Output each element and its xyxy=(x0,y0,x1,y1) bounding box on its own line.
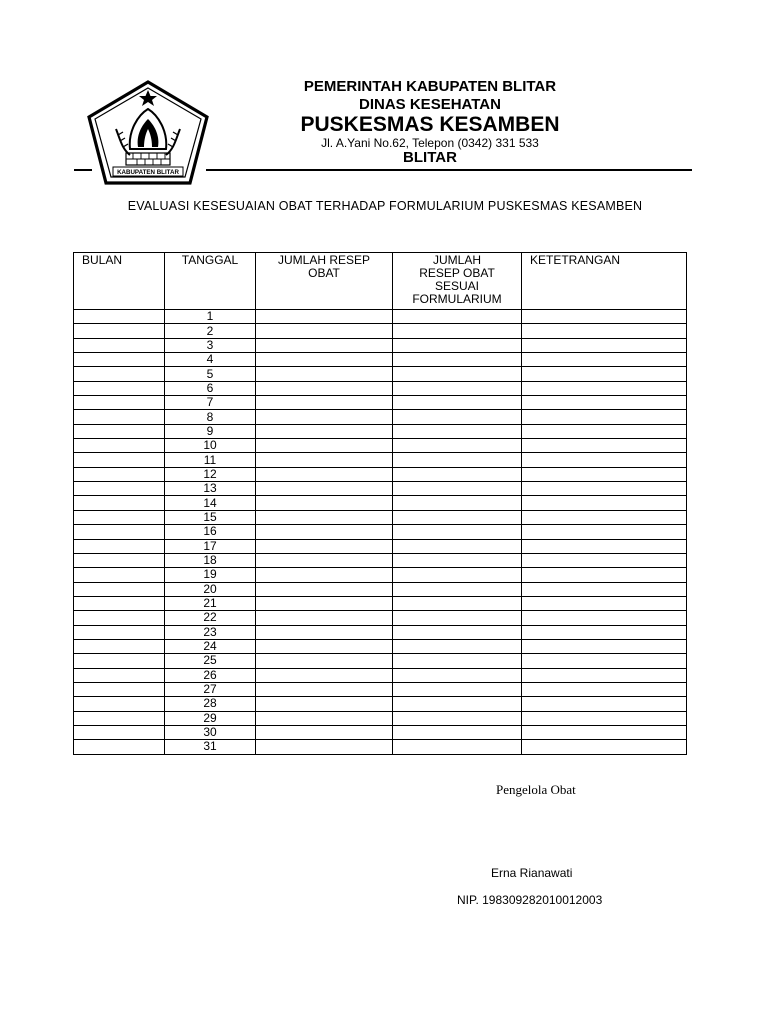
empty-cell xyxy=(74,568,165,582)
empty-cell xyxy=(522,324,687,338)
date-cell: 7 xyxy=(165,396,256,410)
header-jumlah-resep: JUMLAH RESEP OBAT xyxy=(256,253,393,310)
date-cell: 15 xyxy=(165,510,256,524)
empty-cell xyxy=(256,396,393,410)
empty-cell xyxy=(256,725,393,739)
empty-cell xyxy=(522,639,687,653)
empty-cell xyxy=(256,639,393,653)
date-cell: 28 xyxy=(165,697,256,711)
empty-cell xyxy=(393,496,522,510)
empty-cell xyxy=(522,539,687,553)
header-jumlah-sesuai: JUMLAH RESEP OBAT SESUAI FORMULARIUM xyxy=(393,253,522,310)
empty-cell xyxy=(393,324,522,338)
table-row xyxy=(74,510,687,524)
empty-cell xyxy=(393,654,522,668)
table-row xyxy=(74,381,687,395)
empty-cell xyxy=(522,596,687,610)
empty-cell xyxy=(74,525,165,539)
empty-cell xyxy=(256,482,393,496)
empty-cell xyxy=(522,424,687,438)
table-row xyxy=(74,611,687,625)
empty-cell xyxy=(256,654,393,668)
date-cell: 11 xyxy=(165,453,256,467)
table-row xyxy=(74,582,687,596)
date-cell: 29 xyxy=(165,711,256,725)
empty-cell xyxy=(522,697,687,711)
table-row xyxy=(74,725,687,739)
table-row xyxy=(74,568,687,582)
empty-cell xyxy=(522,568,687,582)
date-cell: 16 xyxy=(165,525,256,539)
empty-cell xyxy=(393,582,522,596)
table-row xyxy=(74,553,687,567)
letterhead-divider-right xyxy=(206,169,692,171)
empty-cell xyxy=(256,510,393,524)
logo-caption: KABUPATEN BLITAR xyxy=(117,169,179,176)
empty-cell xyxy=(256,539,393,553)
empty-cell xyxy=(393,682,522,696)
empty-cell xyxy=(74,467,165,481)
empty-cell xyxy=(522,367,687,381)
empty-cell xyxy=(256,525,393,539)
date-cell: 9 xyxy=(165,424,256,438)
document-title: EVALUASI KESESUAIAN OBAT TERHADAP FORMULARIUM PUSKESMAS KESAMBEN xyxy=(127,199,643,213)
empty-cell xyxy=(393,410,522,424)
date-cell: 10 xyxy=(165,439,256,453)
empty-cell xyxy=(393,439,522,453)
date-cell: 18 xyxy=(165,553,256,567)
empty-cell xyxy=(256,582,393,596)
empty-cell xyxy=(522,310,687,324)
empty-cell xyxy=(74,381,165,395)
date-cell: 12 xyxy=(165,467,256,481)
institution-city: BLITAR xyxy=(403,149,457,166)
empty-cell xyxy=(256,467,393,481)
table-row xyxy=(74,338,687,352)
empty-cell xyxy=(74,510,165,524)
empty-cell xyxy=(393,740,522,754)
empty-cell xyxy=(522,553,687,567)
empty-cell xyxy=(256,568,393,582)
empty-cell xyxy=(393,668,522,682)
empty-cell xyxy=(74,353,165,367)
date-cell: 26 xyxy=(165,668,256,682)
empty-cell xyxy=(522,510,687,524)
empty-cell xyxy=(522,740,687,754)
empty-cell xyxy=(393,424,522,438)
empty-cell xyxy=(522,582,687,596)
empty-cell xyxy=(393,367,522,381)
date-cell: 2 xyxy=(165,324,256,338)
empty-cell xyxy=(522,525,687,539)
empty-cell xyxy=(256,310,393,324)
empty-cell xyxy=(522,482,687,496)
empty-cell xyxy=(522,467,687,481)
government-name: PEMERINTAH KABUPATEN BLITAR xyxy=(303,78,557,95)
empty-cell xyxy=(256,338,393,352)
table-row xyxy=(74,682,687,696)
table-row xyxy=(74,453,687,467)
table-row xyxy=(74,482,687,496)
empty-cell xyxy=(74,553,165,567)
institution-name: PUSKESMAS KESAMBEN xyxy=(300,113,560,136)
date-cell: 17 xyxy=(165,539,256,553)
empty-cell xyxy=(393,539,522,553)
table-row xyxy=(74,711,687,725)
empty-cell xyxy=(74,424,165,438)
empty-cell xyxy=(393,381,522,395)
date-cell: 24 xyxy=(165,639,256,653)
empty-cell xyxy=(522,338,687,352)
table-row xyxy=(74,625,687,639)
empty-cell xyxy=(522,625,687,639)
empty-cell xyxy=(74,725,165,739)
empty-cell xyxy=(256,410,393,424)
table-row xyxy=(74,410,687,424)
empty-cell xyxy=(256,625,393,639)
empty-cell xyxy=(74,682,165,696)
evaluation-table xyxy=(73,252,687,755)
date-cell: 27 xyxy=(165,682,256,696)
empty-cell xyxy=(256,682,393,696)
empty-cell xyxy=(74,396,165,410)
date-cell: 21 xyxy=(165,596,256,610)
table-row xyxy=(74,654,687,668)
table-row xyxy=(74,310,687,324)
empty-cell xyxy=(256,353,393,367)
empty-cell xyxy=(256,367,393,381)
empty-cell xyxy=(393,310,522,324)
empty-cell xyxy=(393,625,522,639)
empty-cell xyxy=(74,740,165,754)
empty-cell xyxy=(256,424,393,438)
table-row xyxy=(74,396,687,410)
empty-cell xyxy=(522,453,687,467)
empty-cell xyxy=(393,453,522,467)
empty-cell xyxy=(256,697,393,711)
date-cell: 20 xyxy=(165,582,256,596)
empty-cell xyxy=(393,711,522,725)
table-row xyxy=(74,596,687,610)
date-cell: 22 xyxy=(165,611,256,625)
header-keterangan: KETETRANGAN xyxy=(522,253,687,310)
date-cell: 19 xyxy=(165,568,256,582)
empty-cell xyxy=(74,482,165,496)
empty-cell xyxy=(256,596,393,610)
empty-cell xyxy=(256,611,393,625)
empty-cell xyxy=(522,439,687,453)
empty-cell xyxy=(74,496,165,510)
institution-address: Jl. A.Yani No.62, Telepon (0342) 331 533 xyxy=(321,136,539,150)
date-cell: 8 xyxy=(165,410,256,424)
empty-cell xyxy=(74,596,165,610)
empty-cell xyxy=(74,654,165,668)
empty-cell xyxy=(256,324,393,338)
empty-cell xyxy=(522,711,687,725)
table-row xyxy=(74,496,687,510)
signature-name: Erna Rianawati xyxy=(491,866,573,880)
empty-cell xyxy=(74,611,165,625)
empty-cell xyxy=(74,625,165,639)
empty-cell xyxy=(522,410,687,424)
empty-cell xyxy=(393,596,522,610)
table-row xyxy=(74,324,687,338)
empty-cell xyxy=(256,453,393,467)
empty-cell xyxy=(393,611,522,625)
table-row xyxy=(74,697,687,711)
header-tanggal: TANGGAL xyxy=(165,253,256,310)
empty-cell xyxy=(522,725,687,739)
table-row xyxy=(74,353,687,367)
empty-cell xyxy=(522,353,687,367)
empty-cell xyxy=(74,410,165,424)
empty-cell xyxy=(74,582,165,596)
empty-cell xyxy=(74,367,165,381)
empty-cell xyxy=(256,439,393,453)
empty-cell xyxy=(256,740,393,754)
empty-cell xyxy=(256,668,393,682)
empty-cell xyxy=(522,381,687,395)
empty-cell xyxy=(393,338,522,352)
date-cell: 25 xyxy=(165,654,256,668)
empty-cell xyxy=(74,439,165,453)
table-row xyxy=(74,424,687,438)
date-cell: 30 xyxy=(165,725,256,739)
letterhead-divider-left xyxy=(74,169,92,171)
empty-cell xyxy=(74,324,165,338)
date-cell: 31 xyxy=(165,740,256,754)
empty-cell xyxy=(522,668,687,682)
empty-cell xyxy=(393,553,522,567)
empty-cell xyxy=(393,353,522,367)
empty-cell xyxy=(74,310,165,324)
table-row xyxy=(74,525,687,539)
empty-cell xyxy=(256,711,393,725)
signature-nip: NIP. 198309282010012003 xyxy=(457,893,603,907)
table-row xyxy=(74,467,687,481)
empty-cell xyxy=(256,381,393,395)
department-name: DINAS KESEHATAN xyxy=(359,96,501,113)
table-row xyxy=(74,439,687,453)
empty-cell xyxy=(393,510,522,524)
empty-cell xyxy=(256,496,393,510)
empty-cell xyxy=(74,711,165,725)
date-cell: 23 xyxy=(165,625,256,639)
empty-cell xyxy=(393,725,522,739)
empty-cell xyxy=(74,338,165,352)
empty-cell xyxy=(393,482,522,496)
empty-cell xyxy=(393,568,522,582)
date-cell: 6 xyxy=(165,381,256,395)
date-cell: 1 xyxy=(165,310,256,324)
table-row xyxy=(74,740,687,754)
table-row xyxy=(74,367,687,381)
empty-cell xyxy=(393,697,522,711)
empty-cell xyxy=(393,467,522,481)
empty-cell xyxy=(393,639,522,653)
empty-cell xyxy=(393,396,522,410)
empty-cell xyxy=(393,525,522,539)
empty-cell xyxy=(522,682,687,696)
empty-cell xyxy=(74,697,165,711)
date-cell: 14 xyxy=(165,496,256,510)
empty-cell xyxy=(74,539,165,553)
table-row xyxy=(74,668,687,682)
empty-cell xyxy=(74,639,165,653)
date-cell: 13 xyxy=(165,482,256,496)
empty-cell xyxy=(74,453,165,467)
header-bulan: BULAN xyxy=(74,253,165,310)
date-cell: 3 xyxy=(165,338,256,352)
empty-cell xyxy=(522,496,687,510)
date-cell: 4 xyxy=(165,353,256,367)
table-header-row xyxy=(74,253,687,310)
kabupaten-blitar-logo xyxy=(86,79,210,189)
date-cell: 5 xyxy=(165,367,256,381)
empty-cell xyxy=(74,668,165,682)
table-row xyxy=(74,639,687,653)
empty-cell xyxy=(256,553,393,567)
table-row xyxy=(74,539,687,553)
signature-role: Pengelola Obat xyxy=(496,782,576,797)
empty-cell xyxy=(522,654,687,668)
empty-cell xyxy=(522,396,687,410)
empty-cell xyxy=(522,611,687,625)
